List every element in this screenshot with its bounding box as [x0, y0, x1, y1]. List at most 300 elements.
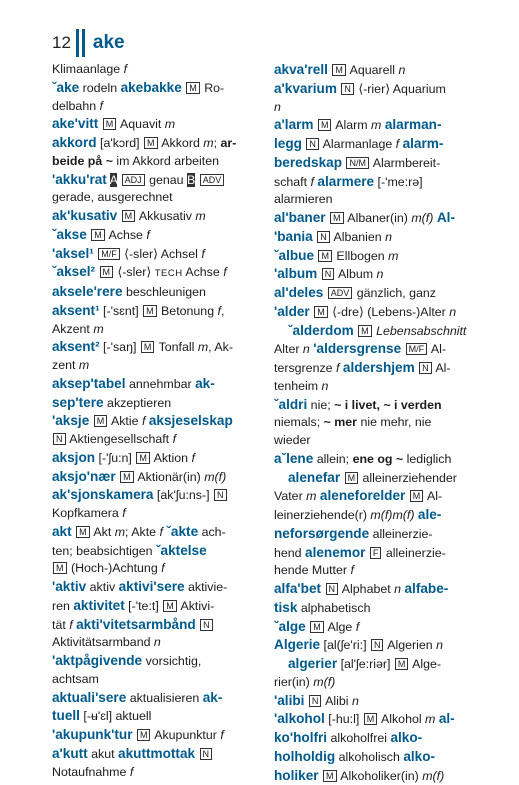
- entry-line: [52, 597, 268, 616]
- entry-text: [340, 471, 343, 485]
- entry-line: [274, 378, 490, 396]
- grammar-label: M: [163, 600, 177, 612]
- grammar-label: M: [345, 472, 359, 484]
- headword: ˇaldri: [274, 397, 307, 412]
- entry-text: Alkoholiker(in): [338, 769, 423, 783]
- entry-line: [52, 412, 268, 431]
- gender-label: n: [385, 230, 392, 244]
- grammar-label: M: [143, 305, 157, 317]
- grammar-label: N: [200, 619, 213, 631]
- headword: alko-: [390, 730, 422, 745]
- entry-line: [274, 414, 490, 432]
- entry-text: [-hu:l]: [325, 712, 363, 726]
- entry-text: [al(ʃe'ri:]: [320, 638, 370, 652]
- entry-text: [116, 470, 119, 484]
- phrase: ar-: [221, 136, 237, 150]
- entry-text: tät: [52, 618, 69, 632]
- headword: ak'sjonskamera: [52, 487, 153, 502]
- headword: holiker: [274, 768, 319, 783]
- entry-line: [52, 523, 268, 542]
- phrase: ~ mer: [324, 415, 357, 429]
- phrase: beide på ~: [52, 154, 113, 168]
- entry-line: [52, 357, 268, 375]
- entry-line: [274, 191, 490, 209]
- entry-line: [274, 655, 490, 674]
- entry-text: vorsichtig,: [142, 654, 201, 668]
- entry-text: [94, 247, 97, 261]
- entry-text: rodeln: [79, 81, 120, 95]
- phrase: ~ i livet, ~ i verden: [334, 398, 441, 412]
- entry-text: [319, 769, 322, 783]
- entry-text: Notaufnahme: [52, 765, 130, 779]
- grammar-label: N: [200, 748, 213, 760]
- entry-line: [274, 284, 490, 303]
- headword: 'aksel¹: [52, 246, 94, 261]
- gender-label: f: [396, 137, 399, 151]
- headword: al'deles: [274, 285, 323, 300]
- entry-text: gerade, ausgerechnet: [52, 190, 173, 204]
- gender-label: f: [130, 765, 133, 779]
- grammar-label: M: [122, 210, 136, 222]
- headword: aktivitet: [73, 598, 124, 613]
- entry-text: Al-: [428, 342, 446, 356]
- headword: akt: [52, 524, 72, 539]
- grammar-label: M: [318, 250, 332, 262]
- entry-text: Aktivitätsarmband: [52, 635, 154, 649]
- entry-text: [314, 249, 317, 263]
- grammar-label: N: [326, 583, 339, 595]
- headword: ˇakte: [166, 524, 198, 539]
- entry-text: alleinerziehender: [359, 471, 457, 485]
- gender-label: f: [220, 728, 223, 742]
- entry-text: [310, 305, 313, 319]
- grammar-label: M: [53, 562, 67, 574]
- gender-label: m(f): [204, 470, 226, 484]
- gender-label: m(f): [313, 675, 335, 689]
- entry-line: [52, 449, 268, 468]
- gender-label: n: [322, 379, 329, 393]
- entry-text: [-'sɛnt]: [100, 304, 142, 318]
- entry-line: [274, 710, 490, 729]
- entry-text: hend: [274, 546, 305, 560]
- grammar-label: N/M: [346, 157, 369, 169]
- gender-label: f: [69, 618, 72, 632]
- entry-text: Ellbogen: [333, 249, 388, 263]
- grammar-label: M: [330, 212, 344, 224]
- entry-line: [52, 263, 268, 283]
- entry-line: [52, 505, 268, 523]
- entry-text: [89, 414, 92, 428]
- entry-line: [52, 302, 268, 321]
- entry-line: [52, 115, 268, 134]
- entry-text: Tonfall: [155, 340, 197, 354]
- grammar-label: F: [370, 547, 382, 559]
- entry-line: [52, 394, 268, 413]
- headword: al'baner: [274, 210, 326, 225]
- entry-text: ,: [221, 304, 224, 318]
- headword: sep'tere: [52, 395, 104, 410]
- headword: 'alkohol: [274, 711, 325, 726]
- entry-line: [52, 283, 268, 302]
- grammar-label: M: [314, 306, 328, 318]
- headword: aksent²: [52, 339, 100, 354]
- headword: 'album: [274, 266, 317, 281]
- sense-marker: B: [187, 173, 195, 187]
- entry-text: Vater: [274, 489, 306, 503]
- left-column: [52, 61, 268, 781]
- gender-label: f: [356, 620, 359, 634]
- entry-text: allein;: [313, 452, 352, 466]
- entry-text: Akkusativ: [136, 209, 195, 223]
- entry-text: [195, 747, 198, 761]
- entry-line: [274, 265, 490, 284]
- entry-text: ten; beabsichtigen: [52, 544, 156, 558]
- entry-text: [342, 156, 345, 170]
- entry-line: [274, 322, 490, 341]
- entry-text: [401, 342, 404, 356]
- headword: aksele'rere: [52, 284, 123, 299]
- entry-text: Alarmbereit-: [370, 156, 440, 170]
- entry-line: [52, 79, 268, 98]
- entry-text: alleinerzie-: [382, 546, 445, 560]
- entry-line: [52, 338, 268, 357]
- entry-text: Algerien: [384, 638, 436, 652]
- entry-text: Achse: [183, 265, 224, 279]
- entry-text: [132, 728, 135, 742]
- gender-label: f: [173, 432, 176, 446]
- gender-label: m: [93, 322, 103, 336]
- headword: ˇaksel²: [52, 264, 95, 279]
- headword: ko'holfri: [274, 730, 327, 745]
- entry-text: Albaner(in): [345, 211, 412, 225]
- entry-line: [274, 729, 490, 748]
- entry-text: [317, 267, 320, 281]
- entry-text: [98, 117, 101, 131]
- entry-text: Alge: [325, 620, 356, 634]
- entry-line: [52, 153, 268, 171]
- entry-text: nie mehr, nie: [357, 415, 431, 429]
- headword: neforsørgende: [274, 526, 369, 541]
- headword: ˇakse: [52, 227, 87, 242]
- entry-text: (Hoch-)Achtung: [68, 561, 162, 575]
- entry-line: [52, 486, 268, 505]
- entry-line: [274, 618, 490, 637]
- grammar-label: M: [323, 770, 337, 782]
- entry-text: [87, 228, 90, 242]
- gender-label: f: [311, 175, 314, 189]
- headword: holholdig: [274, 749, 335, 764]
- headword: ak'kusativ: [52, 208, 117, 223]
- headword: 'aktpågivende: [52, 653, 142, 668]
- grammar-label: M: [94, 415, 108, 427]
- entry-line: [52, 61, 268, 79]
- entry-text: aktualisieren: [126, 691, 202, 705]
- entry-line: [274, 506, 490, 525]
- grammar-label: M: [395, 658, 409, 670]
- entry-text: wieder: [274, 433, 311, 447]
- entry-text: Alibi: [322, 694, 352, 708]
- gender-label: m: [79, 358, 89, 372]
- entry-text: ach-: [198, 525, 226, 539]
- entry-line: [52, 671, 268, 689]
- entry-line: [52, 375, 268, 394]
- entry-text: Alter: [274, 342, 303, 356]
- gender-label: n: [449, 305, 456, 319]
- entry-text: tersgrenze: [274, 361, 336, 375]
- entry-line: [52, 189, 268, 207]
- headword: algerier: [288, 656, 337, 671]
- headword: ale-: [418, 507, 441, 522]
- domain-label: TECH: [155, 268, 183, 279]
- gender-label: f: [336, 361, 339, 375]
- entry-text: delbahn: [52, 99, 100, 113]
- phrase: ene og ~: [353, 452, 404, 466]
- headword: 'akku'rat: [52, 172, 107, 187]
- entry-text: im Akkord arbeiten: [113, 154, 219, 168]
- headword: aksjon: [52, 450, 95, 465]
- entry-text: [328, 63, 331, 77]
- entry-text: [304, 694, 307, 708]
- headword: alarman-: [385, 117, 442, 132]
- entry-text: Ro-: [201, 81, 224, 95]
- entry-text: alleinerzie-: [369, 527, 432, 541]
- gender-label: f: [350, 563, 353, 577]
- entry-line: [274, 135, 490, 154]
- entry-text: akzeptieren: [104, 396, 172, 410]
- entry-text: [-'me:rə]: [374, 175, 423, 189]
- entry-line: [274, 748, 490, 767]
- entry-line: [274, 562, 490, 580]
- entry-text: [365, 546, 368, 560]
- entry-line: [274, 396, 490, 415]
- gender-label: n: [436, 638, 443, 652]
- entry-line: [274, 80, 490, 99]
- entry-text: alphabetisch: [297, 601, 370, 615]
- entry-line: [274, 636, 490, 655]
- headword: ˇalderdom: [288, 323, 354, 338]
- gender-label: f: [223, 265, 226, 279]
- entry-text: tenheim: [274, 379, 322, 393]
- grammar-label: N: [322, 268, 335, 280]
- headword: ake'vitt: [52, 116, 98, 131]
- entry-text: Alarm: [332, 118, 371, 132]
- headword: akva'rell: [274, 62, 328, 77]
- entry-text: akut: [88, 747, 118, 761]
- entry-line: [274, 544, 490, 563]
- sense-marker: A: [110, 173, 118, 187]
- entry-line: [274, 487, 490, 506]
- grammar-label: M: [137, 729, 151, 741]
- entry-text: annehmbar: [126, 377, 196, 391]
- entry-text: zent: [52, 358, 79, 372]
- entry-text: aktivie-: [185, 580, 228, 594]
- entry-text: Akkord: [159, 136, 204, 150]
- headword: 'akupunk'tur: [52, 727, 132, 742]
- entry-line: [52, 98, 268, 116]
- entry-text: Achse: [106, 228, 147, 242]
- grammar-label: M: [91, 229, 105, 241]
- gender-label: n: [394, 582, 401, 596]
- entry-text: niemals;: [274, 415, 324, 429]
- entry-line: [52, 226, 268, 245]
- entry-text: Akzent: [52, 322, 93, 336]
- grammar-label: M: [310, 621, 324, 633]
- entry-text: Aktion: [151, 451, 192, 465]
- gender-label: f: [218, 304, 221, 318]
- entry-text: [195, 173, 198, 187]
- grammar-label: M: [103, 118, 117, 130]
- entry-text: [-'ʃu:n]: [95, 451, 135, 465]
- headword: aldershjem: [343, 360, 415, 375]
- grammar-label: M/F: [98, 248, 120, 260]
- entry-text: [-'te:t]: [125, 599, 162, 613]
- entry-text: Kopfkamera: [52, 506, 122, 520]
- gender-label: m(f)m(f): [370, 508, 414, 522]
- grammar-label: M: [141, 341, 155, 353]
- entry-line: [274, 674, 490, 692]
- headword: 'aktiv: [52, 579, 86, 594]
- entry-line: [274, 525, 490, 544]
- entry-text: Akupunktur: [151, 728, 220, 742]
- entry-line: [274, 209, 490, 228]
- entry-line: [52, 468, 268, 487]
- headword: alfabe-: [405, 581, 449, 596]
- entry-text: Al-: [424, 489, 442, 503]
- entry-text: leinerziehende(r): [274, 508, 370, 522]
- gender-label: f: [161, 561, 164, 575]
- headword: alko-: [403, 749, 435, 764]
- entry-text: genau: [146, 173, 187, 187]
- grammar-label: M: [120, 471, 134, 483]
- grammar-label: N: [309, 695, 322, 707]
- entry-text: [-ʉ'ɛl] aktuell: [80, 709, 151, 723]
- headword: Al-: [437, 210, 455, 225]
- grammar-label: N: [306, 138, 319, 150]
- headword: 'aldersgrense: [313, 341, 401, 356]
- running-headword: ake: [93, 32, 125, 54]
- headword: aksep'tabel: [52, 376, 126, 391]
- entry-text: [117, 173, 120, 187]
- entry-text: [306, 620, 309, 634]
- entry-line: [274, 61, 490, 80]
- headword: a'kutt: [52, 746, 88, 761]
- gender-label: m: [195, 209, 205, 223]
- entry-text: ;: [214, 136, 221, 150]
- entry-line: [52, 321, 268, 339]
- grammar-label: M: [144, 137, 158, 149]
- entry-line: [274, 340, 490, 359]
- headword: alarm-: [403, 136, 444, 151]
- headword: aleneforelder: [320, 488, 405, 503]
- entry-text: [al'ʃe:riər]: [337, 657, 394, 671]
- entry-text: [a'kɔrd]: [97, 136, 143, 150]
- headword: alenemor: [305, 545, 365, 560]
- gender-label: Lebensabschnitt: [376, 324, 466, 338]
- entry-line: [52, 245, 268, 264]
- entry-text: lediglich: [403, 452, 451, 466]
- entry-line: [52, 616, 268, 635]
- headword: legg: [274, 136, 302, 151]
- entry-line: [274, 116, 490, 135]
- entry-text: Akt: [91, 525, 115, 539]
- entry-line: [274, 599, 490, 618]
- entry-text: [-'saŋ]: [100, 340, 140, 354]
- grammar-label: ADV: [200, 174, 225, 186]
- headword: 'alder: [274, 304, 310, 319]
- entry-text: Alarmanlage: [320, 137, 396, 151]
- entry-text: [117, 209, 120, 223]
- entry-text: rier(in): [274, 675, 313, 689]
- entry-line: [274, 767, 490, 785]
- entry-line: [52, 634, 268, 652]
- entry-text: [72, 525, 75, 539]
- grammar-label: M/F: [406, 343, 428, 355]
- headword: ak-: [195, 376, 215, 391]
- headword: a'kvarium: [274, 81, 337, 96]
- grammar-label: N: [317, 231, 330, 243]
- entry-text: ⟨-rier⟩ Aquarium: [355, 82, 446, 96]
- entry-line: [274, 247, 490, 266]
- entry-text: Alkohol: [378, 712, 425, 726]
- entry-text: gänzlich, ganz: [353, 286, 436, 300]
- headword: aktivi'sere: [119, 579, 185, 594]
- entry-text: [95, 265, 98, 279]
- entry-text: [196, 618, 199, 632]
- headword: a'larm: [274, 117, 314, 132]
- headword: ak-: [203, 690, 223, 705]
- entry-text: Klimaanlage: [52, 62, 124, 76]
- entry-text: [ak'ʃu:ns-]: [153, 488, 213, 502]
- gender-label: f: [100, 99, 103, 113]
- entry-line: [274, 228, 490, 247]
- entry-line: [274, 432, 490, 450]
- headword: aksjeselskap: [149, 413, 233, 428]
- entry-text: [323, 286, 326, 300]
- headword: aˇlene: [274, 451, 313, 466]
- headword: al-: [439, 711, 455, 726]
- entry-text: Al-: [433, 361, 451, 375]
- entry-text: [415, 361, 418, 375]
- entry-line: [52, 207, 268, 226]
- entry-text: Aquavit: [117, 117, 165, 131]
- entry-line: [52, 560, 268, 578]
- entry-text: , Ak-: [208, 340, 233, 354]
- entry-text: [321, 582, 324, 596]
- grammar-label: N: [371, 639, 384, 651]
- grammar-label: M: [364, 713, 378, 725]
- grammar-label: M: [100, 266, 114, 278]
- grammar-label: ADV: [328, 287, 353, 299]
- entry-text: Aktie: [108, 414, 142, 428]
- headword: akti'vitetsarmbånd: [76, 617, 196, 632]
- gender-label: m: [306, 489, 316, 503]
- headword: ˇalge: [274, 619, 306, 634]
- headword: 'alibi: [274, 693, 304, 708]
- entry-text: ⟨-dre⟩ (Lebens-)Alter: [329, 305, 450, 319]
- entry-text: alarmieren: [274, 192, 333, 206]
- entry-text: [326, 211, 329, 225]
- entry-text: alkoholisch: [335, 750, 403, 764]
- headword: aksjo'nær: [52, 469, 116, 484]
- gender-label: m: [388, 249, 398, 263]
- entry-line: [52, 726, 268, 745]
- headword: akuttmottak: [118, 746, 195, 761]
- gender-label: n: [399, 63, 406, 77]
- headword: ˇake: [52, 80, 79, 95]
- right-column: [274, 61, 490, 785]
- headword: Algerie: [274, 637, 320, 652]
- entry-line: [274, 173, 490, 192]
